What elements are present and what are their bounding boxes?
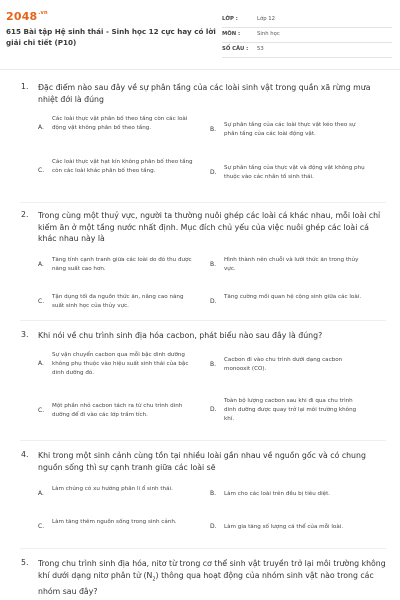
document-title: 615 Bài tập Hệ sinh thái - Sinh học 12 cực hay có lời giải chi tiết (P10) xyxy=(6,27,216,47)
question-text: Khi trong một sinh cảnh cùng tồn tại nhiều loài gần nhau về nguồn gốc và có chung nguồn sống thì sự cạnh tranh giữa các loài sẽ xyxy=(38,451,366,472)
option-text: Tăng tính cạnh tranh giữa các loài do đó thu được năng suất cao hơn. xyxy=(52,257,192,272)
option-letter: B. xyxy=(210,361,217,368)
option-text: Làm cho các loài trên đều bị tiêu diệt. xyxy=(224,491,331,497)
option-text: Tận dụng tối đa nguồn thức ăn, nâng cao năng suất sinh học của thủy vực. xyxy=(52,294,184,309)
option-letter: C. xyxy=(38,407,45,414)
question-number: 4. xyxy=(21,450,29,459)
option-letter: B. xyxy=(210,261,217,268)
question-number: 1. xyxy=(21,82,29,91)
option-text: Sự phân tầng của thực vật và động vật không phụ thuộc vào các nhân tố sinh thái. xyxy=(224,165,365,180)
option-letter: A. xyxy=(38,261,44,268)
meta-info-table xyxy=(222,13,392,58)
subscript: 2 xyxy=(152,576,156,583)
option-text: Các loài thực vật hạt kín không phân bố theo tầng còn các loài khác phân bố theo tầng. xyxy=(52,159,193,174)
option-letter: B. xyxy=(210,126,217,133)
meta-row-question-count xyxy=(222,43,392,58)
option-letter: B. xyxy=(210,490,217,497)
option-letter: A. xyxy=(38,490,44,497)
meta-row-subject xyxy=(222,28,392,43)
question-text-part: ) thông qua hoạt động của nhóm sinh vật nào trong các nhóm sau đây? xyxy=(38,570,374,596)
option-text: Toàn bộ lượng cacbon sau khi đi qua chu trình dinh dưỡng được quay trở lại môi trường không khí. xyxy=(224,398,357,422)
option-letter: C. xyxy=(38,298,45,305)
option-letter: D. xyxy=(210,406,217,413)
option-letter: D. xyxy=(210,298,217,305)
option-text: Làm gia tăng số lượng cá thể của mỗi loài. xyxy=(224,524,344,530)
meta-label: LỚP : xyxy=(222,16,238,22)
option-text: Sự vận chuyển cacbon qua mỗi bậc dinh dưỡng không phụ thuộc vào hiệu suất sinh thái của bậc dinh dưỡng đó. xyxy=(52,352,189,376)
option-text: Tăng cường mối quan hệ cộng sinh giữa các loài. xyxy=(224,294,362,300)
question-divider xyxy=(20,202,386,203)
option-letter: D. xyxy=(210,169,217,176)
option-text: Sự phân tầng của các loài thực vật kéo theo sự phân tầng của các loài động vật. xyxy=(224,122,356,137)
question-number: 5. xyxy=(21,558,29,567)
header-divider xyxy=(0,69,400,70)
question-number: 3. xyxy=(21,330,29,339)
question-divider xyxy=(20,320,386,321)
page-header xyxy=(0,0,400,62)
option-text: Làm chúng có xu hướng phân li ổ sinh thái. xyxy=(52,486,173,492)
meta-row-class xyxy=(222,13,392,28)
option-letter: C. xyxy=(38,167,45,174)
question-text xyxy=(38,558,386,597)
logo-domain: .vn xyxy=(38,10,48,16)
option-text: Hình thành nên chuỗi và lưới thức ăn trong thủy vực. xyxy=(224,257,359,272)
meta-label: MÔN : xyxy=(222,31,241,37)
logo-text: 2048 xyxy=(6,10,38,23)
site-logo[interactable] xyxy=(6,10,48,23)
option-text: Cacbon đi vào chu trình dưới dạng cacbon monooxit (CO). xyxy=(224,357,343,372)
option-letter: C. xyxy=(38,523,45,530)
meta-label: SỐ CÂU : xyxy=(222,46,249,52)
option-text: Các loài thực vật phân bố theo tầng còn các loài động vật không phân bố theo tầng. xyxy=(52,116,188,131)
question-divider xyxy=(20,440,386,441)
meta-value: 53 xyxy=(257,46,264,52)
option-text: Làm tăng thêm nguồn sống trong sinh cảnh. xyxy=(52,519,177,525)
question-number: 2. xyxy=(21,210,29,219)
question-divider xyxy=(20,548,386,549)
question-text: Khi nói về chu trình sinh địa hóa cacbon, phát biểu nào sau đây là đúng? xyxy=(38,331,323,340)
option-letter: A. xyxy=(38,360,44,367)
option-text: Một phần nhỏ cacbon tách ra từ chu trình dinh dưỡng để đi vào các lớp trầm tích. xyxy=(52,403,183,418)
meta-value: Sinh học xyxy=(257,31,280,37)
question-text: Đặc điểm nào sau đây về sự phân tầng của các loài sinh vật trong quần xã rừng mưa nhiệt đới là đúng xyxy=(38,83,371,104)
meta-value: Lớp 12 xyxy=(257,16,275,22)
question-text-part: Trong chu trình sinh địa hóa, nitơ từ trong cơ thể sinh vật truyền trở lại môi trường không khí dưới dạng nitơ phân tử (N xyxy=(38,559,386,580)
option-letter: D. xyxy=(210,523,217,530)
option-letter: A. xyxy=(38,124,44,131)
question-text: Trong cùng một thuỷ vực, người ta thường nuôi ghép các loài cá khác nhau, mỗi loài chỉ kiếm ăn ở một tầng nước nhất định. Mục đích chủ yếu của việc nuôi ghép các loài cá khác nhau này là xyxy=(38,211,381,243)
